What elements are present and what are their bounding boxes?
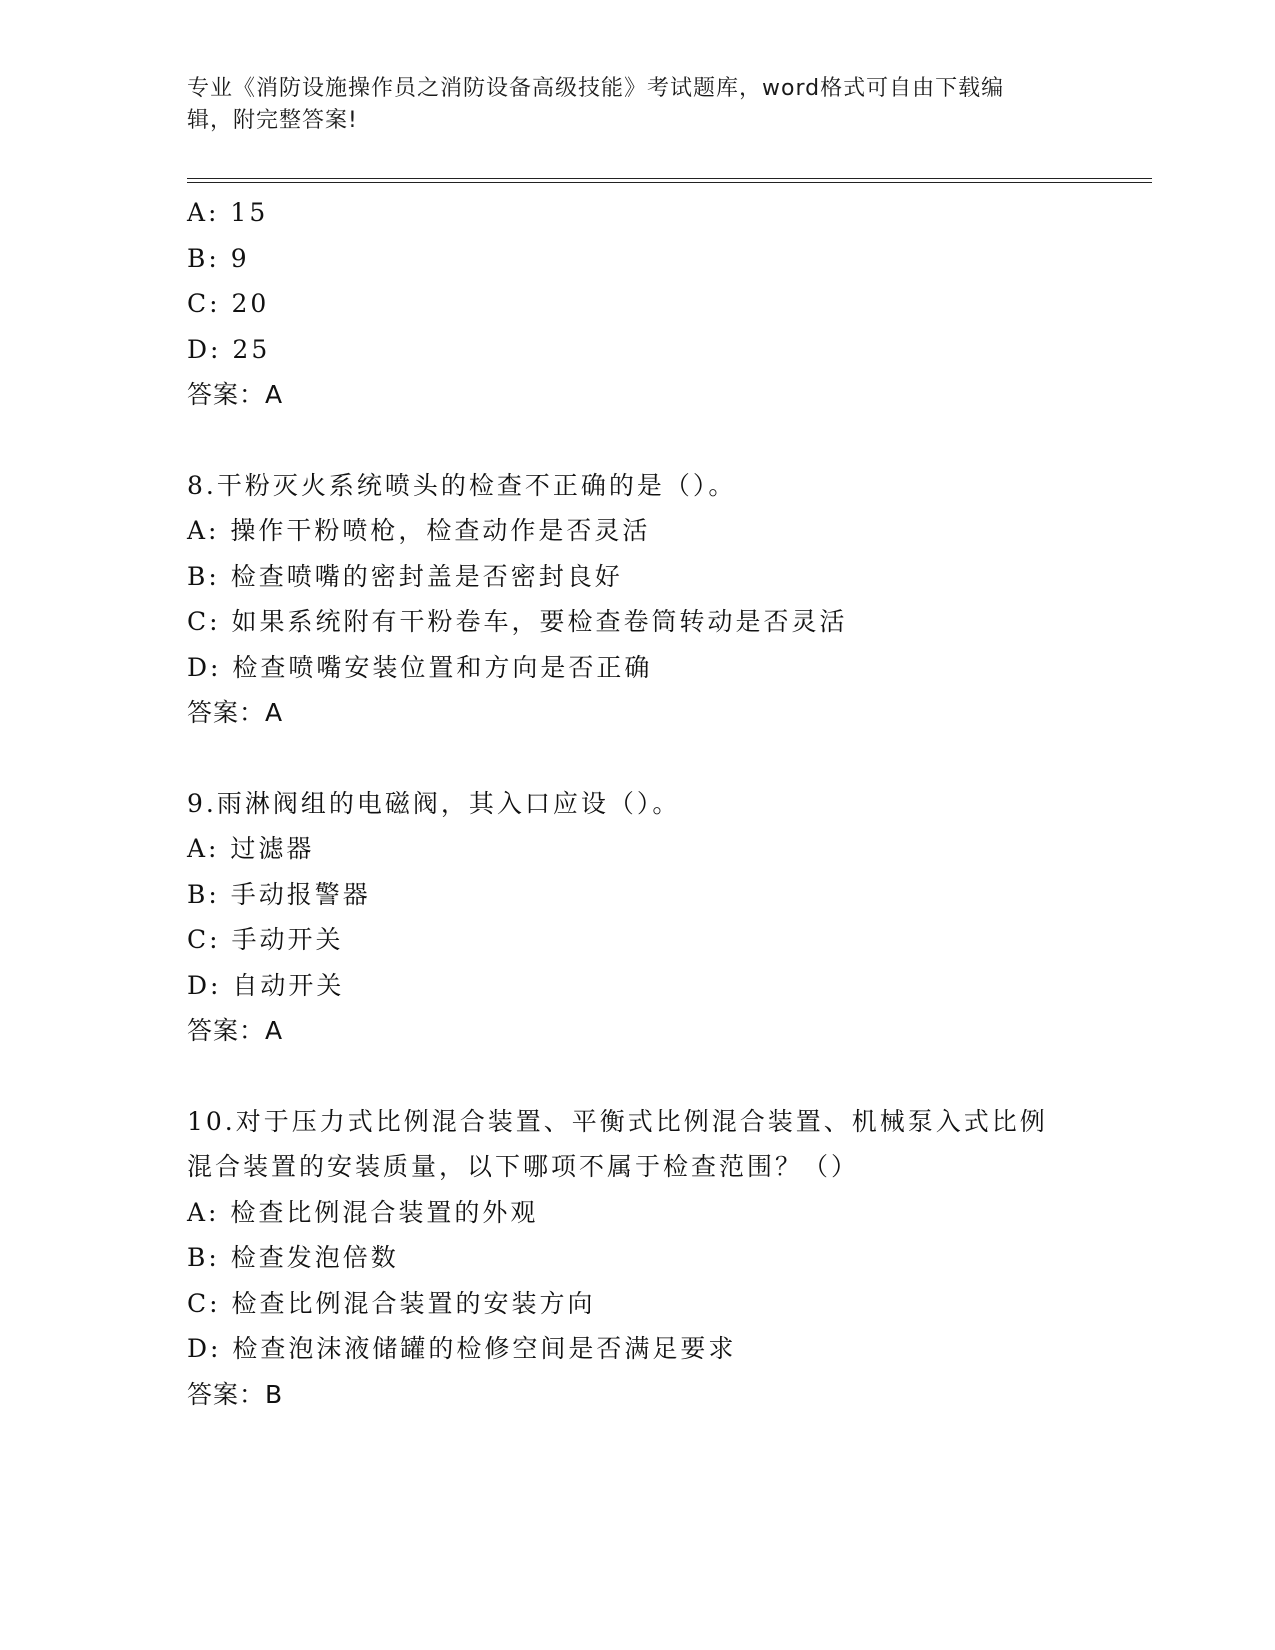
question-list [187, 190, 1087, 1417]
question-7 [187, 190, 1087, 418]
spacer [187, 736, 1087, 781]
answer: 答案：A [187, 380, 284, 409]
option-c: C: 检查比例混合装置的安装方向 [187, 1288, 596, 1318]
option-b: B: 检查发泡倍数 [187, 1243, 399, 1272]
header-rule-bottom [187, 182, 1152, 183]
option-d: D: 检查泡沫液储罐的检修空间是否满足要求 [187, 1334, 737, 1363]
answer: 答案：A [187, 698, 284, 727]
option-a: A: 检查比例混合装置的外观 [187, 1197, 539, 1227]
answer: 答案：B [187, 1379, 284, 1409]
option-b: B: 9 [187, 243, 250, 273]
question-9 [187, 781, 1087, 1054]
question-8 [187, 463, 1087, 736]
option-a: A: 操作干粉喷枪，检查动作是否灵活 [187, 516, 651, 545]
spacer [187, 418, 1087, 463]
option-d: D: 25 [187, 334, 271, 364]
question-text: 8.干粉灭火系统喷头的检查不正确的是（）。 [187, 470, 737, 500]
header-line-1: 专业《消防设施操作员之消防设备高级技能》考试题库，word格式可自由下载编 [187, 76, 1005, 101]
option-b: B: 手动报警器 [187, 879, 371, 909]
spacer [187, 1054, 1087, 1099]
option-b: B: 检查喷嘴的密封盖是否密封良好 [187, 561, 623, 591]
header-line-2: 辑，附完整答案! [187, 108, 358, 133]
question-10 [187, 1099, 1087, 1418]
option-a: A: 15 [187, 198, 269, 227]
option-d: D: 检查喷嘴安装位置和方向是否正确 [187, 652, 653, 682]
question-text-line-2: 混合装置的安装质量，以下哪项不属于检查范围？（） [187, 1152, 860, 1181]
option-d: D: 自动开关 [187, 970, 345, 1000]
header-rule-top [187, 178, 1152, 179]
option-a: A: 过滤器 [187, 834, 315, 863]
answer: 答案：A [187, 1016, 284, 1045]
option-c: C: 20 [187, 289, 270, 318]
option-c: C: 手动开关 [187, 925, 344, 954]
page-header [187, 73, 1077, 137]
question-text: 9.雨淋阀组的电磁阀，其入口应设（）。 [187, 788, 681, 818]
option-c: C: 如果系统附有干粉卷车，要检查卷筒转动是否灵活 [187, 607, 848, 636]
question-text-line-1: 10.对于压力式比例混合装置、平衡式比例混合装置、机械泵入式比例 [187, 1106, 1048, 1136]
